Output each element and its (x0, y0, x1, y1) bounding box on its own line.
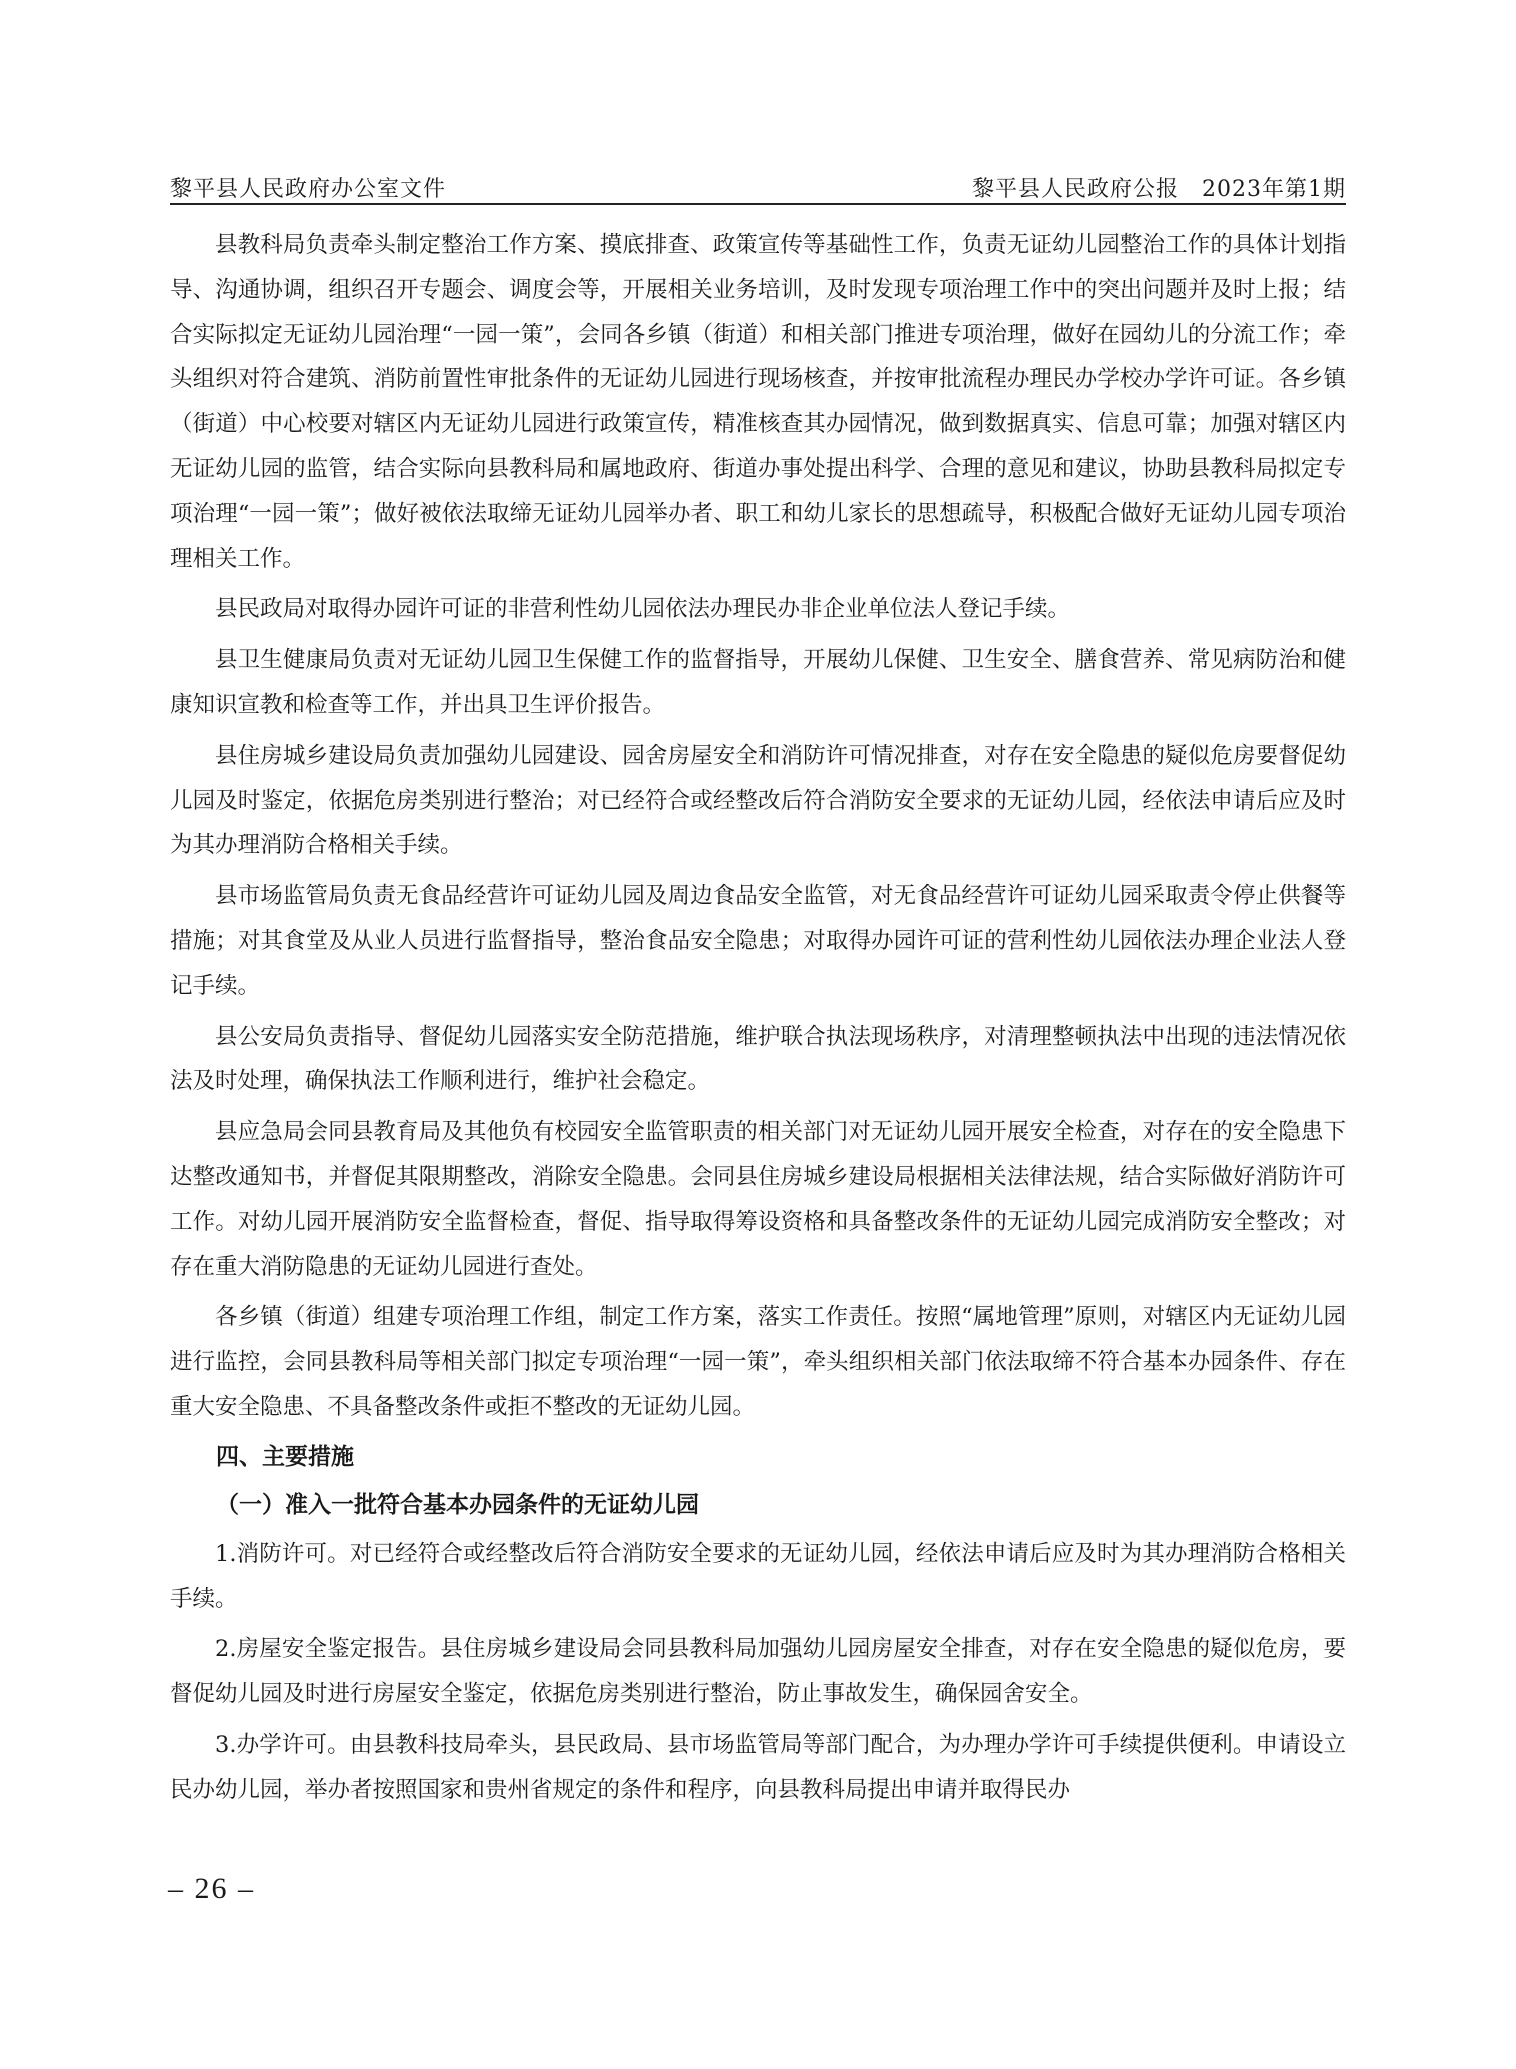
paragraph-civil-affairs: 县民政局对取得办园许可证的非营利性幼儿园依法办理民办非企业单位法人登记手续。 (215, 596, 1071, 623)
paragraph-housing: 县住房城乡建设局负责加强幼儿园建设、园舍房屋安全和消防许可情况排查，对存在安全隐患的疑似危房要督促幼儿园及时鉴定，依据危房类别进行整治；对已经符合或经整改后符合消防安全要求的无证幼儿园，经依法申请后应及时为其办理消防合格相关手续。 (170, 742, 1346, 859)
paragraph-school-license: 3.办学许可。由县教科技局牵头，县民政局、县市场监管局等部门配合，为办理办学许可手续提供便利。申请设立民办幼儿园，举办者按照国家和贵州省规定的条件和程序，向县教科局提出申请并取得民办 (170, 1731, 1346, 1803)
paragraph-market-supervision: 县市场监管局负责无食品经营许可证幼儿园及周边食品安全监管，对无食品经营许可证幼儿园采取责令停止供餐等措施；对其食堂及从业人员进行监督指导，整治食品安全隐患；对取得办园许可证的营利性幼儿园依法办理企业法人登记手续。 (170, 883, 1346, 999)
paragraph-building-safety: 2.房屋安全鉴定报告。县住房城乡建设局会同县教科局加强幼儿园房屋安全排查，对存在安全隐患的疑似危房，要督促幼儿园及时进行房屋安全鉴定，依据危房类别进行整治，防止事故发生，确保园舍安全。 (170, 1636, 1346, 1708)
subsection-heading: （一）准入一批符合基本办园条件的无证幼儿园 (216, 1491, 699, 1518)
paragraph-fire-permit: 1.消防许可。对已经符合或经整改后符合消防安全要求的无证幼儿园，经依法申请后应及时为其办理消防合格相关手续。 (170, 1540, 1346, 1612)
section-heading: 四、主要措施 (216, 1442, 354, 1470)
header-divider (170, 203, 1346, 205)
paragraph-public-security: 县公安局负责指导、督促幼儿园落实安全防范措施，维护联合执法现场秩序，对清理整顿执法中出现的违法情况依法及时处理，确保执法工作顺利进行，维护社会稳定。 (170, 1023, 1346, 1095)
paragraph-townships: 各乡镇（街道）组建专项治理工作组，制定工作方案，落实工作责任。按照“属地管理”原则，对辖区内无证幼儿园进行监控，会同县教科局等相关部门拟定专项治理“一园一策”，牵头组织相关部门依法取缔不符合基本办园条件、存在重大安全隐患、不具备整改条件或拒不整改的无证幼儿园。 (170, 1304, 1346, 1420)
paragraph-health: 县卫生健康局负责对无证幼儿园卫生保健工作的监督指导，开展幼儿保健、卫生安全、膳食营养、常见病防治和健康知识宣教和检查等工作，并出具卫生评价报告。 (170, 647, 1346, 718)
document-body (170, 223, 1346, 1819)
page-number: – 26 – (168, 1872, 255, 1905)
header-right-title: 黎平县人民政府公报 2023年第1期 (972, 177, 1346, 202)
paragraph-emergency: 县应急局会同县教育局及其他负有校园安全监管职责的相关部门对无证幼儿园开展安全检查，对存在的安全隐患下达整改通知书，并督促其限期整改，消除安全隐患。会同县住房城乡建设局根据相关法律法规，结合实际做好消防许可工作。对幼儿园开展消防安全监督检查，督促、指导取得筹设资格和具备整改条件的无证幼儿园完成消防安全整改；对存在重大消防隐患的无证幼儿园进行查处。 (170, 1119, 1346, 1280)
header-left-title: 黎平县人民政府办公室文件 (170, 177, 447, 202)
paragraph-education-bureau: 县教科局负责牵头制定整治工作方案、摸底排查、政策宣传等基础性工作，负责无证幼儿园整治工作的具体计划指导、沟通协调，组织召开专题会、调度会等，开展相关业务培训，及时发现专项治理工作中的突出问题并及时上报；结合实际拟定无证幼儿园治理“一园一策”，会同各乡镇（街道）和相关部门推进专项治理，做好在园幼儿的分流工作；牵头组织对符合建筑、消防前置性审批条件的无证幼儿园进行现场核查，并按审批流程办理民办学校办学许可证。各乡镇（街道）中心校要对辖区内无证幼儿园进行政策宣传，精准核查其办园情况，做到数据真实、信息可靠；加强对辖区内无证幼儿园的监管，结合实际向县教科局和属地政府、街道办事处提出科学、合理的意见和建议，协助县教科局拟定专项治理“一园一策”；做好被依法取缔无证幼儿园举办者、职工和幼儿家长的思想疏导，积极配合做好无证幼儿园专项治理相关工作。 (170, 232, 1346, 572)
running-header (170, 155, 1346, 203)
